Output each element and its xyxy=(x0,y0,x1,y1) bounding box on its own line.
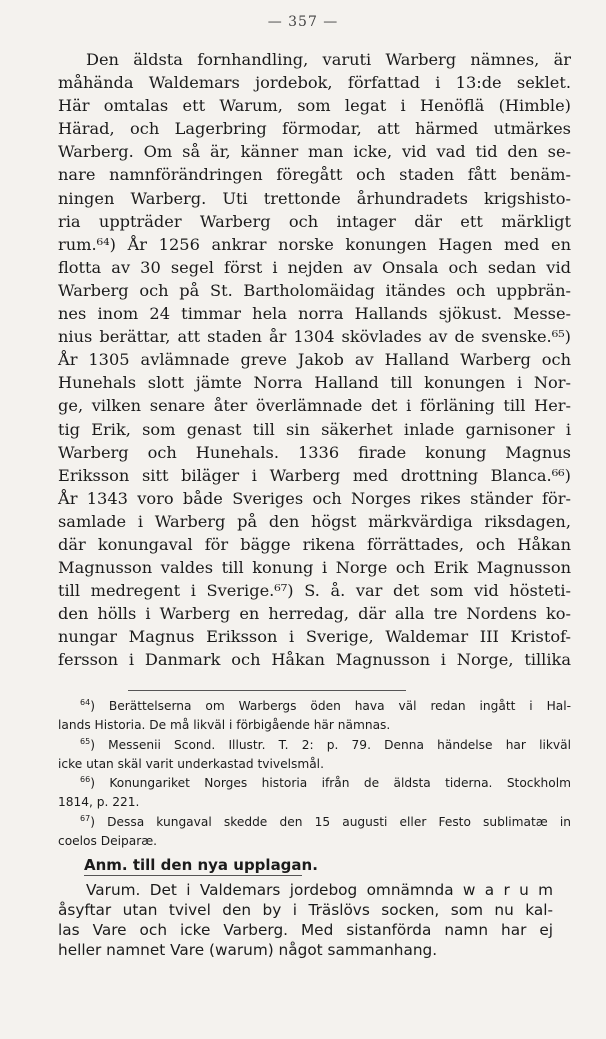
footnote-divider xyxy=(128,690,406,691)
annotation-body xyxy=(58,880,553,960)
text-line: Här omtalas ett Warum, som legat i Henöflä (Himble) xyxy=(58,96,571,116)
text-line: nungar Magnus Eriksson i Sverige, Waldemar III Kristof- xyxy=(58,627,571,647)
annotation-line: heller namnet Vare (warum) något sammanhang. xyxy=(58,941,438,959)
annotation-line: las Vare och icke Varberg. Med sistanförda namn har ej xyxy=(58,921,553,939)
text-line: ge, vilken senare åter överlämnade det i förläning till Her- xyxy=(58,396,571,416)
footnote-line: coelos Deiparæ. xyxy=(58,834,158,849)
text-line: Warberg. Om så är, känner man icke, vid vad tid den se- xyxy=(58,142,571,162)
footnote-mark: 66 xyxy=(80,775,91,785)
text-line: Den äldsta fornhandling, varuti Warberg nämnes, är xyxy=(86,50,571,69)
text-line: flotta av 30 segel först i nejden av Onsala och sedan vid xyxy=(58,257,571,277)
footnote-line: $^{66}$) Konungariket Norges historia ifrån de äldsta tiderna. Stockholm xyxy=(80,775,571,791)
page-number: — 357 — xyxy=(267,14,339,30)
footnote-line: $^{67}$) Dessa kungaval skedde den 15 augusti eller Festo sublimatæ in xyxy=(80,813,571,829)
text-line: ningen Warberg. Uti trettonde århundradets krigshisto- xyxy=(58,188,571,208)
text-line: där konungaval för bägge rikena förrättades, och Håkan xyxy=(58,534,571,554)
text-line: fersson i Danmark och Håkan Magnusson i Norge, tillika xyxy=(58,650,571,670)
text-line: ria uppträder Warberg och intager där ett märkligt xyxy=(58,211,571,231)
footnote-line: $^{65}$) Messenii Scond. Illustr. T. 2: p. 79. Denna händelse har likväl xyxy=(80,736,571,752)
text-line: nius berättar, att staden år 1304 skövlades av de svenske.⁶⁵) xyxy=(58,327,571,347)
footnote-line: icke utan skäl varit underkastad tvivelsmål. xyxy=(58,756,324,771)
text-line: nare namnförändringen föregått och staden fått benäm- xyxy=(58,165,571,185)
text-line: År 1305 avlämnade greve Jakob av Halland Warberg och xyxy=(58,350,571,370)
footnote-mark: 64 xyxy=(80,697,91,707)
footnote-mark: 67 xyxy=(80,813,91,823)
text-line: År 1343 voro både Sveriges och Norges rikes ständer för- xyxy=(58,488,571,508)
footnote-line: lands Historia. De må likväl i förbigående här nämnas. xyxy=(58,718,391,733)
text-line: Warberg och Hunehals. 1336 firade konung Magnus xyxy=(58,442,571,462)
text-line: nes inom 24 timmar hela norra Hallands sjökust. Messe- xyxy=(58,304,571,324)
text-line: Magnusson valdes till konung i Norge och Erik Magnusson xyxy=(58,558,571,578)
footnote-line: $^{64}$) Berättelserna om Warbergs öden hava väl redan ingått i Hal- xyxy=(80,697,571,713)
footnote-mark: 65 xyxy=(80,736,91,746)
text-line: till medregent i Sverige.⁶⁷) S. å. var det som vid hösteti- xyxy=(58,581,571,601)
text-line: Härad, och Lagerbring förmodar, att härmed utmärkes xyxy=(58,119,571,139)
text-line: Warberg och på St. Bartholomäidag itändes och uppbrän- xyxy=(58,280,571,300)
annotation-heading: Anm. till den nya upplagan. xyxy=(84,856,318,874)
footnote-line: 1814, p. 221. xyxy=(58,795,140,810)
text-line: rum.⁶⁴) År 1256 ankrar norske konungen Hagen med en xyxy=(58,234,571,254)
text-line: Hunehals slott jämte Norra Halland till konungen i Nor- xyxy=(58,373,571,393)
main-text xyxy=(58,48,571,672)
text-line: måhända Waldemars jordebok, författad i 13:de seklet. xyxy=(58,73,571,93)
text-line: tig Erik, som genast till sin säkerhet inlade garnisoner i xyxy=(58,419,571,439)
annotation-underline xyxy=(84,875,302,876)
text-line: Eriksson sitt biläger i Warberg med drottning Blanca.⁶⁶) xyxy=(58,465,571,485)
annotation-line: Varum. Det i Valdemars jordebog omnämnda w a r u m xyxy=(86,881,553,899)
footnotes xyxy=(58,697,571,851)
text-line: den hölls i Warberg en herredag, där alla tre Nordens ko- xyxy=(58,604,571,624)
text-line: samlade i Warberg på den högst märkvärdiga riksdagen, xyxy=(58,511,571,531)
annotation-line: åsyftar utan tvivel den by i Träslövs socken, som nu kal- xyxy=(58,901,553,919)
